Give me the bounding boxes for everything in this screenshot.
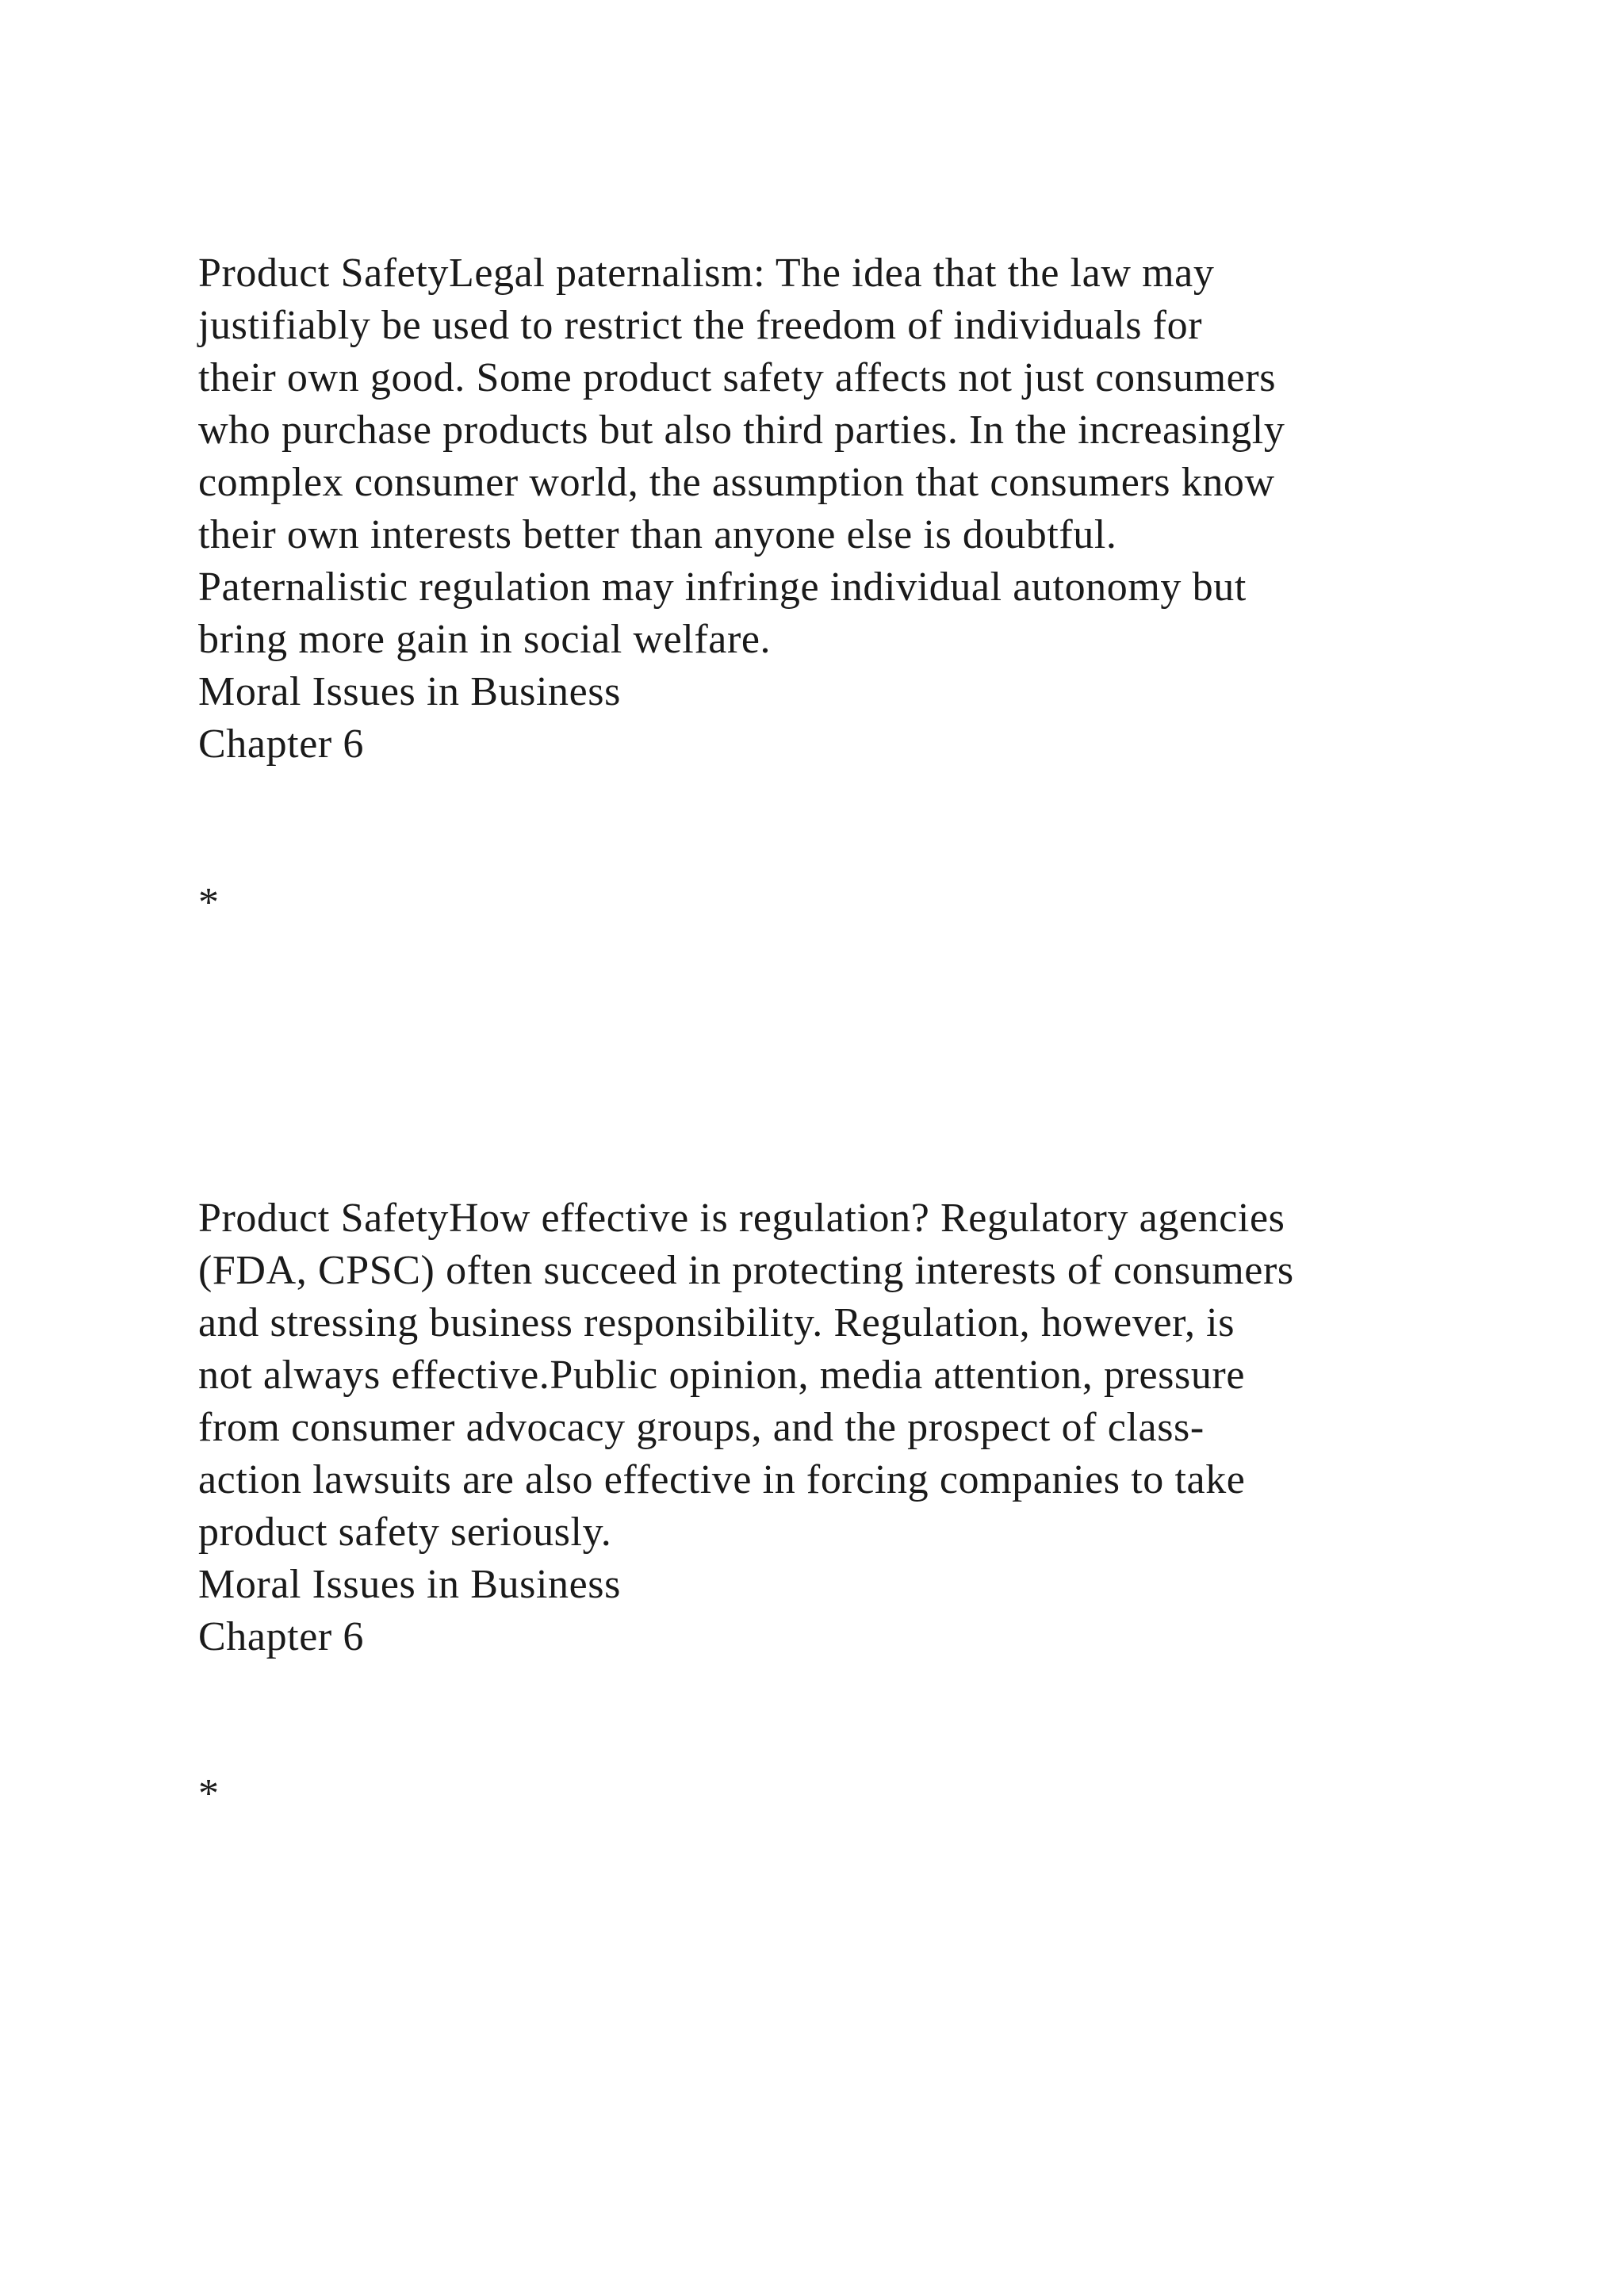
paragraph-line: product safety seriously.	[198, 1510, 612, 1555]
paragraph-line: who purchase products but also third parties. In the increasingly	[198, 408, 1285, 453]
paragraph-line: and stressing business responsibility. Regulation, however, is	[198, 1300, 1235, 1345]
course-title: Moral Issues in Business	[198, 1562, 621, 1607]
paragraph-line: Product SafetyHow effective is regulation? Regulatory agencies	[198, 1196, 1285, 1241]
paragraph-line: action lawsuits are also effective in forcing companies to take	[198, 1457, 1246, 1502]
paragraph-line: not always effective.Public opinion, media attention, pressure	[198, 1353, 1246, 1398]
paragraph-line: Paternalistic regulation may infringe individual autonomy but	[198, 564, 1247, 610]
paragraph-line: (FDA, CPSC) often succeed in protecting interests of consumers	[198, 1248, 1294, 1293]
chapter-label: Chapter 6	[198, 721, 365, 767]
paragraph-line: complex consumer world, the assumption that consumers know	[198, 460, 1275, 505]
asterisk-marker: *	[198, 1771, 219, 1816]
paragraph-line: bring more gain in social welfare.	[198, 617, 772, 662]
paragraph-line: Product SafetyLegal paternalism: The idea that the law may	[198, 251, 1215, 296]
asterisk-marker: *	[198, 880, 219, 925]
paragraph-line: justifiably be used to restrict the freedom of individuals for	[198, 303, 1203, 348]
paragraph-line: from consumer advocacy groups, and the prospect of class-	[198, 1405, 1205, 1450]
paragraph-line: their own good. Some product safety affects not just consumers	[198, 355, 1277, 400]
course-title: Moral Issues in Business	[198, 669, 621, 714]
paragraph-line: their own interests better than anyone else is doubtful.	[198, 512, 1117, 557]
chapter-label: Chapter 6	[198, 1614, 365, 1659]
